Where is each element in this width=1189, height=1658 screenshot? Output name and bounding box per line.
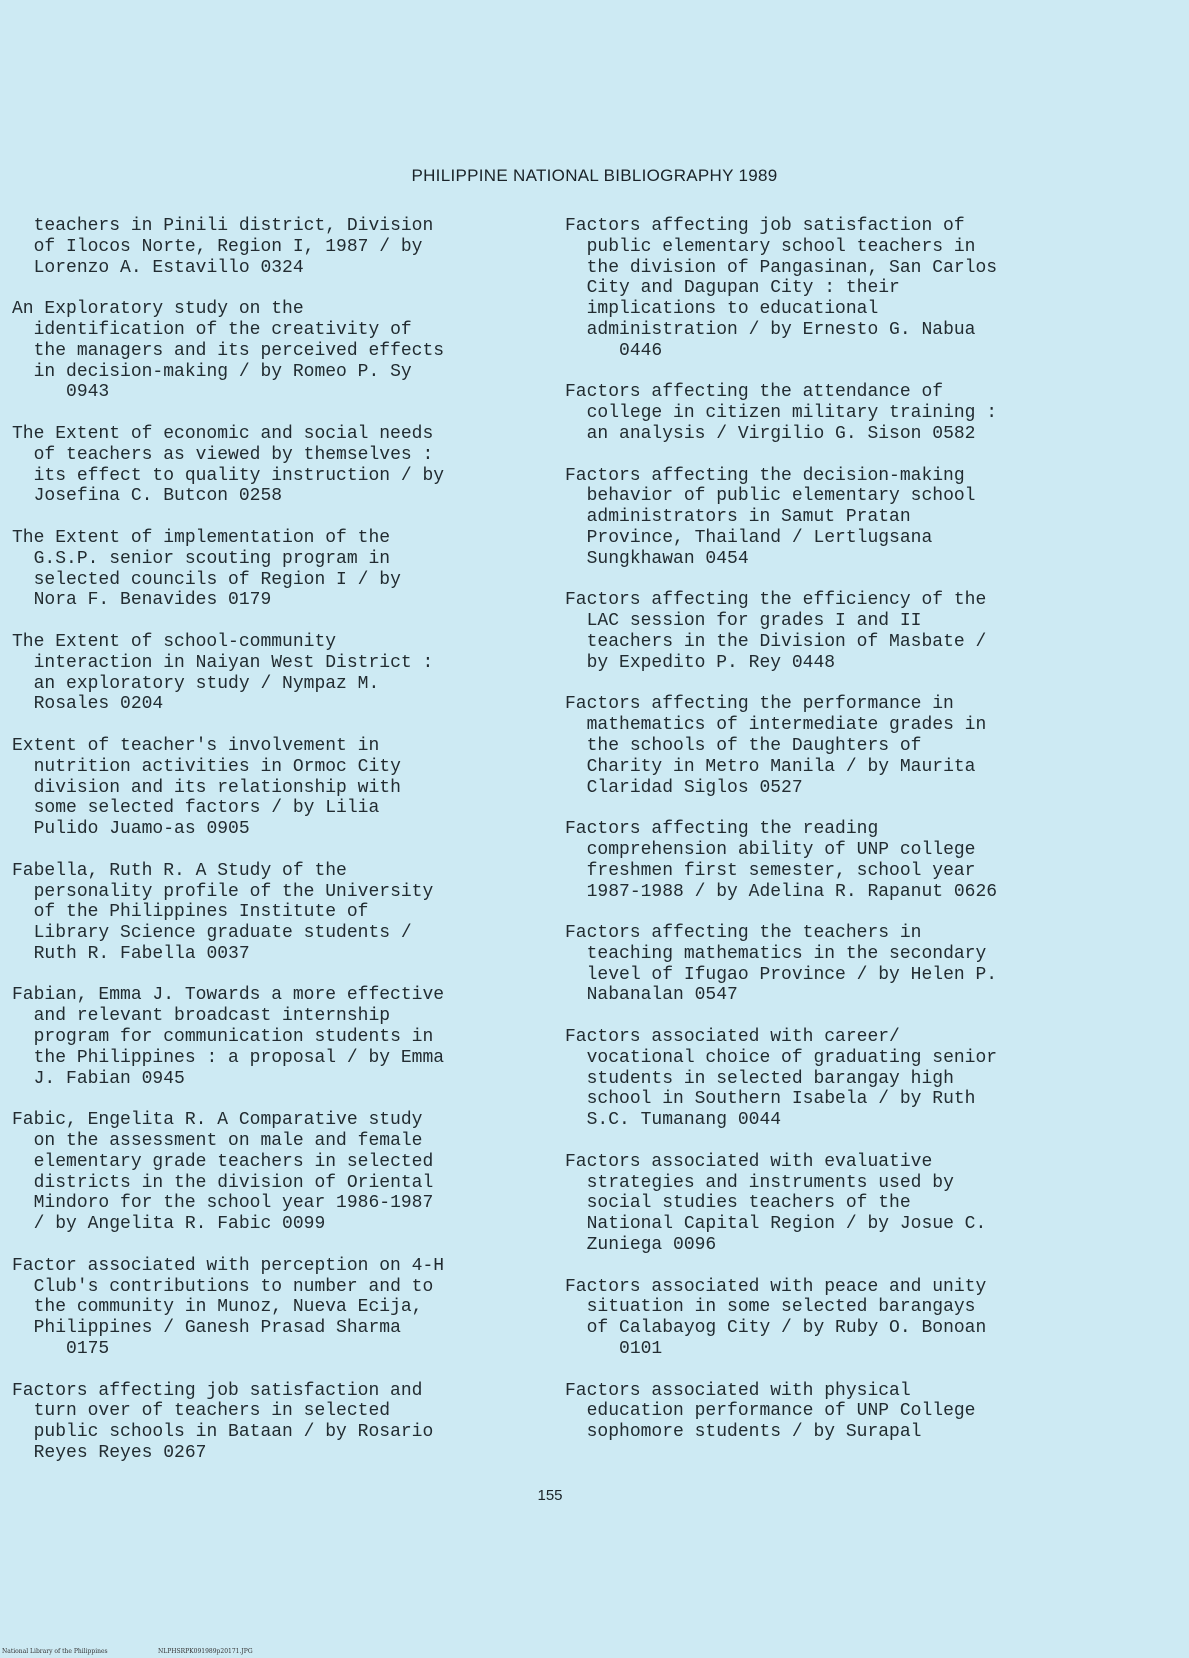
bibliography-entry: Fabella, Ruth R. A Study of the personality profile of the University of the Philippines Institute of Library Science graduate students / Ruth R. Fabella 0037 <box>12 860 434 964</box>
bibliography-entry: Factors affecting the attendance of college in citizen military training : an analysis / Virgilio G. Sison 0582 <box>565 382 998 444</box>
bibliography-entry: Extent of teacher's involvement in nutrition activities in Ormoc City division and its relationship with some selected factors / by Lilia Pulido Juamo-as 0905 <box>12 735 401 840</box>
bibliography-entry: Fabian, Emma J. Towards a more effective and relevant broadcast internship program for communication students in the Philippines : a proposal / by Emma J. Fabian 0945 <box>12 985 445 1089</box>
page-title: PHILIPPINE NATIONAL BIBLIOGRAPHY 1989 <box>411 166 778 185</box>
bibliography-entry: Factors affecting the reading comprehension ability of UNP college freshmen first semester, school year 1987-1988 / by Adelina R. Rapanut 0626 <box>565 819 998 902</box>
right-column <box>565 216 1085 1464</box>
bibliography-entry: Fabic, Engelita R. A Comparative study on the assessment on male and female elementary grade teachers in selected districts in the division of Oriental Mindoro for the school year 1986-1987 / by Angelita R. Fabic 0099 <box>12 1110 434 1235</box>
bibliography-entry: Factor associated with perception on 4-H Club's contributions to number and to the community in Munoz, Nueva Ecija, Philippines / Ganesh Prasad Sharma 0175 <box>12 1255 445 1360</box>
bibliography-entry: Factors associated with career/ vocational choice of graduating senior students in selected barangay high school in Southern Isabela / by Ruth S.C. Tumanang 0044 <box>565 1027 998 1131</box>
bibliography-entry: An Exploratory study on the identification of the creativity of the managers and its perceived effects in decision-making / by Romeo P. Sy 0943 <box>12 299 445 403</box>
bibliography-entry: teachers in Pinili district, Division of Ilocos Norte, Region I, 1987 / by Lorenzo A. Estavillo 0324 <box>33 216 434 278</box>
bibliography-entry: Factors affecting the teachers in teaching mathematics in the secondary level of Ifugao Province / by Helen P. Nabanalan 0547 <box>565 923 998 1006</box>
bibliography-entry: Factors associated with physical education performance of UNP College sophomore students / by Surapal <box>565 1380 976 1443</box>
left-column <box>12 216 532 1485</box>
footer-file-name: NLPHSRPK091989p20171.JPG <box>158 1648 253 1655</box>
bibliography-entry: The Extent of school-community interaction in Naiyan West District : an exploratory study / Nympaz M. Rosales 0204 <box>12 631 434 715</box>
footer-library-credit: National Library of the Philippines <box>2 1648 108 1655</box>
page-number: 155 <box>537 1487 563 1504</box>
bibliography-entry: Factors affecting the decision-making behavior of public elementary school administrators in Samut Pratan Province, Thailand / Lertlugsana Sungkhawan 0454 <box>565 465 976 569</box>
bibliography-entry: Factors affecting job satisfaction of public elementary school teachers in the division of Pangasinan, San Carlos City and Dagupan City : their implications to educational administration / by Ernesto G. Nabua 0446 <box>565 216 998 361</box>
bibliography-entry: Factors associated with evaluative strategies and instruments used by social studies teachers of the National Capital Region / by Josue C. Zuniega 0096 <box>565 1151 987 1256</box>
bibliography-entry: Factors affecting the efficiency of the LAC session for grades I and II teachers in the Division of Masbate / by Expedito P. Rey 0448 <box>565 590 987 673</box>
bibliography-entry: The Extent of economic and social needs of teachers as viewed by themselves : its effect to quality instruction / by Josefina C. Butcon 0258 <box>12 423 445 507</box>
bibliography-entry: The Extent of implementation of the G.S.P. senior scouting program in selected councils of Region I / by Nora F. Benavides 0179 <box>12 527 401 611</box>
bibliography-entry: Factors affecting job satisfaction and turn over of teachers in selected public schools in Bataan / by Rosario Reyes Reyes 0267 <box>12 1380 434 1464</box>
bibliography-entry: Factors affecting the performance in mathematics of intermediate grades in the schools of the Daughters of Charity in Metro Manila / by Maurita Claridad Siglos 0527 <box>565 694 987 798</box>
bibliography-entry: Factors associated with peace and unity situation in some selected barangays of Calabayog City / by Ruby O. Bonoan 0101 <box>565 1276 987 1360</box>
